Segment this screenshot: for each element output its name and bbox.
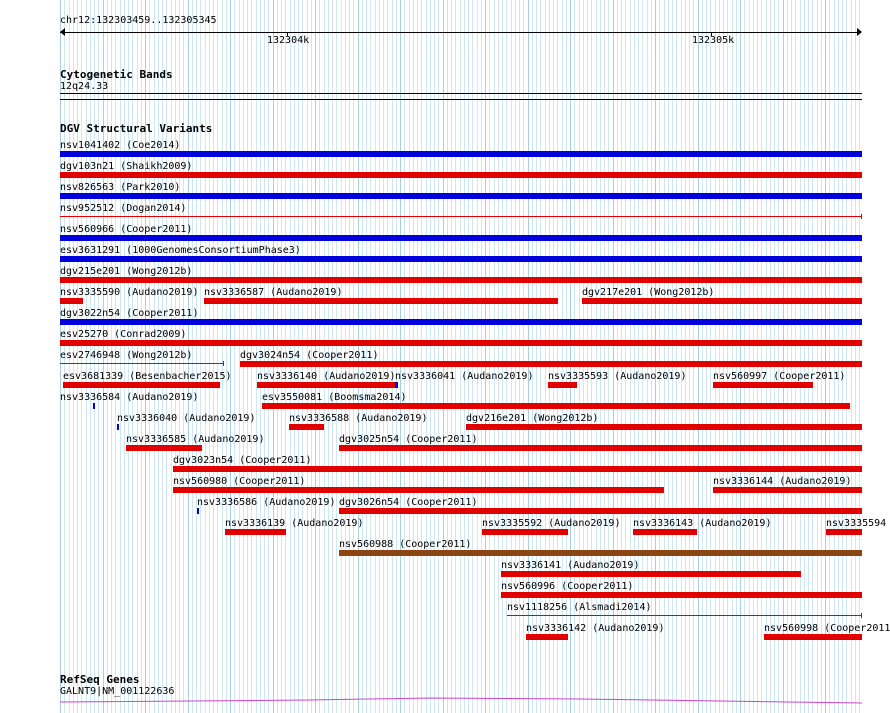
gridline: [693, 0, 694, 713]
gridline: [404, 0, 405, 713]
dgv-feature-bar[interactable]: [289, 424, 324, 430]
gridline: [472, 0, 473, 713]
dgv-feature-bar[interactable]: [60, 172, 862, 178]
dgv-feature-bar[interactable]: [197, 508, 199, 514]
gridline: [715, 0, 716, 713]
dgv-feature-endcap: [223, 361, 224, 366]
dgv-feature-bar[interactable]: [501, 592, 862, 598]
dgv-feature-bar[interactable]: [507, 615, 862, 616]
gridline: [791, 0, 792, 713]
dgv-feature-label[interactable]: nsv3335594: [826, 518, 887, 529]
gridline: [702, 0, 703, 713]
gridline: [434, 0, 435, 713]
dgv-feature-label[interactable]: dgv217e201 (Wong2012b): [582, 287, 715, 298]
gridline: [421, 0, 422, 713]
dgv-feature-bar[interactable]: [60, 235, 862, 241]
dgv-feature-label[interactable]: esv25270 (Conrad2009): [60, 329, 187, 340]
dgv-feature-label[interactable]: nsv3336040 (Audano2019): [117, 413, 256, 424]
gridline: [757, 0, 758, 713]
gridline: [451, 0, 452, 713]
dgv-feature-label[interactable]: nsv826563 (Park2010): [60, 182, 181, 193]
dgv-feature-label[interactable]: esv2746948 (Wong2012b): [60, 350, 193, 361]
gridline: [727, 0, 728, 713]
gridline: [859, 0, 860, 713]
gridline: [685, 0, 686, 713]
ruler-location: chr12:132303459..132305345: [60, 15, 217, 26]
gridline: [209, 0, 210, 713]
gridline: [489, 0, 490, 713]
dgv-feature-label[interactable]: dgv216e201 (Wong2012b): [466, 413, 599, 424]
dgv-feature-label[interactable]: dgv3025n54 (Cooper2011): [339, 434, 478, 445]
gridline: [468, 0, 469, 713]
dgv-feature-bar[interactable]: [262, 403, 850, 409]
gridline: [795, 0, 796, 713]
gridline: [226, 0, 227, 713]
dgv-feature-label[interactable]: nsv3336041 (Audano2019): [395, 371, 534, 382]
gridline: [400, 0, 401, 713]
gridline: [672, 0, 673, 713]
gridline: [447, 0, 448, 713]
gridline: [740, 0, 741, 713]
dgv-feature-label[interactable]: nsv3336584 (Audano2019): [60, 392, 199, 403]
gridline: [676, 0, 677, 713]
dgv-feature-bar[interactable]: [339, 550, 862, 556]
gene-model[interactable]: [60, 694, 862, 706]
dgv-feature-bar[interactable]: [764, 634, 862, 640]
ruler-tick-label: 132305k: [692, 35, 735, 46]
gridline: [455, 0, 456, 713]
dgv-feature-bar[interactable]: [117, 424, 119, 430]
gridline: [800, 0, 801, 713]
dgv-feature-label[interactable]: dgv3026n54 (Cooper2011): [339, 497, 478, 508]
ruler-tick-label: 132304k: [267, 35, 310, 46]
dgv-feature-bar[interactable]: [466, 424, 862, 430]
gridline: [817, 0, 818, 713]
gridline: [234, 0, 235, 713]
dgv-feature-bar[interactable]: [204, 298, 558, 304]
gridline: [222, 0, 223, 713]
ruler-left-arrow-icon: [60, 28, 65, 36]
gridline: [430, 0, 431, 713]
gridline: [834, 0, 835, 713]
dgv-feature-bar[interactable]: [713, 382, 813, 388]
dgv-feature-label[interactable]: nsv3336139 (Audano2019): [225, 518, 364, 529]
dgv-feature-label[interactable]: dgv3023n54 (Cooper2011): [173, 455, 312, 466]
dgv-feature-label[interactable]: nsv1041402 (Coe2014): [60, 140, 181, 151]
gridline: [383, 0, 384, 713]
cytoband-label: 12q24.33: [60, 81, 109, 92]
gridline: [464, 0, 465, 713]
gridline: [846, 0, 847, 713]
dgv-feature-bar[interactable]: [60, 151, 862, 157]
gridline: [438, 0, 439, 713]
gridline: [698, 0, 699, 713]
track-title-dgv-structural-variants[interactable]: DGV Structural Variants: [60, 122, 213, 135]
gridline: [417, 0, 418, 713]
gridline: [498, 0, 499, 713]
gridline: [744, 0, 745, 713]
dgv-feature-bar[interactable]: [60, 319, 862, 325]
dgv-feature-bar[interactable]: [126, 445, 202, 451]
gridline: [706, 0, 707, 713]
dgv-feature-label[interactable]: nsv560996 (Cooper2011): [501, 581, 634, 592]
dgv-feature-label[interactable]: nsv560998 (Cooper2011: [764, 623, 890, 634]
gridline: [838, 0, 839, 713]
gridline: [855, 0, 856, 713]
gridline: [443, 0, 444, 713]
gridline: [812, 0, 813, 713]
track-title-refseq-genes[interactable]: RefSeq Genes: [60, 673, 140, 686]
dgv-feature-label[interactable]: nsv3335590 (Audano2019): [60, 287, 199, 298]
track-separator: [60, 99, 862, 100]
gridline: [413, 0, 414, 713]
gridline: [787, 0, 788, 713]
dgv-feature-label[interactable]: dgv103n21 (Shaikh2009): [60, 161, 193, 172]
dgv-feature-bar[interactable]: [60, 216, 862, 217]
gridline: [659, 0, 660, 713]
gridline: [230, 0, 231, 713]
dgv-feature-bar[interactable]: [633, 529, 697, 535]
dgv-feature-label[interactable]: nsv3336588 (Audano2019): [289, 413, 428, 424]
gridline: [213, 0, 214, 713]
ruler-line: [60, 32, 861, 33]
dgv-feature-label[interactable]: nsv3336140 (Audano2019): [257, 371, 396, 382]
gridline: [774, 0, 775, 713]
gridline: [392, 0, 393, 713]
gridline: [710, 0, 711, 713]
gridline: [681, 0, 682, 713]
dgv-feature-bar[interactable]: [482, 529, 568, 535]
dgv-feature-bar[interactable]: [60, 256, 862, 262]
gridline: [502, 0, 503, 713]
dgv-feature-label[interactable]: nsv3336144 (Audano2019): [713, 476, 852, 487]
dgv-feature-label[interactable]: nsv952512 (Dogan2014): [60, 203, 187, 214]
dgv-feature-bar[interactable]: [339, 445, 862, 451]
gridline: [655, 0, 656, 713]
gridline: [825, 0, 826, 713]
dgv-feature-label[interactable]: nsv3335592 (Audano2019): [482, 518, 621, 529]
dgv-feature-bar[interactable]: [60, 298, 83, 304]
gridline: [736, 0, 737, 713]
dgv-feature-label[interactable]: dgv215e201 (Wong2012b): [60, 266, 193, 277]
gridline: [808, 0, 809, 713]
dgv-feature-label[interactable]: nsv3336143 (Audano2019): [633, 518, 772, 529]
gridline: [494, 0, 495, 713]
dgv-feature-bar[interactable]: [826, 529, 862, 535]
dgv-feature-bar[interactable]: [60, 363, 224, 364]
gridline: [668, 0, 669, 713]
gridline: [485, 0, 486, 713]
gridline: [689, 0, 690, 713]
gridline: [387, 0, 388, 713]
dgv-feature-bar[interactable]: [339, 508, 862, 514]
gene-intron-line: [60, 698, 862, 703]
dgv-feature-bar[interactable]: [526, 634, 568, 640]
cytoband-bar[interactable]: [60, 93, 862, 94]
gridline: [217, 0, 218, 713]
gridline: [460, 0, 461, 713]
gridline: [761, 0, 762, 713]
dgv-feature-bar[interactable]: [225, 529, 286, 535]
dgv-feature-bar[interactable]: [240, 361, 862, 367]
gridline: [732, 0, 733, 713]
dgv-feature-endcap: [861, 214, 862, 219]
gridline: [664, 0, 665, 713]
gridline: [379, 0, 380, 713]
dgv-feature-label[interactable]: dgv3024n54 (Cooper2011): [240, 350, 379, 361]
dgv-feature-label[interactable]: nsv3336587 (Audano2019): [204, 287, 343, 298]
dgv-feature-label[interactable]: nsv3336586 (Audano2019): [197, 497, 336, 508]
gridline: [821, 0, 822, 713]
dgv-feature-label[interactable]: nsv3336141 (Audano2019): [501, 560, 640, 571]
dgv-feature-bar[interactable]: [395, 382, 398, 388]
dgv-feature-bar[interactable]: [60, 277, 862, 283]
gene-label: GALNT9|NM_001122636: [60, 686, 175, 697]
gridline: [205, 0, 206, 713]
dgv-feature-endcap: [861, 613, 862, 618]
dgv-feature-bar[interactable]: [713, 487, 862, 493]
dgv-feature-label[interactable]: esv3631291 (1000GenomesConsortiumPhase3): [60, 245, 301, 256]
gridline: [196, 0, 197, 713]
dgv-feature-label[interactable]: nsv560997 (Cooper2011): [713, 371, 846, 382]
dgv-feature-bar[interactable]: [60, 340, 862, 346]
gridline: [770, 0, 771, 713]
dgv-feature-bar[interactable]: [60, 193, 862, 199]
gridline: [753, 0, 754, 713]
gridline: [783, 0, 784, 713]
gridline: [723, 0, 724, 713]
track-title-cytogenetic-bands[interactable]: Cytogenetic Bands: [60, 68, 173, 81]
gridline: [409, 0, 410, 713]
dgv-feature-label[interactable]: nsv1118256 (Alsmadi2014): [507, 602, 652, 613]
gridline: [804, 0, 805, 713]
ruler-right-arrow-icon: [857, 28, 862, 36]
dgv-feature-label[interactable]: dgv3022n54 (Cooper2011): [60, 308, 199, 319]
dgv-feature-bar[interactable]: [582, 298, 862, 304]
dgv-feature-bar[interactable]: [257, 382, 395, 388]
dgv-feature-label[interactable]: esv3681339 (Besenbacher2015): [63, 371, 232, 382]
dgv-feature-label[interactable]: esv3550081 (Boomsma2014): [262, 392, 407, 403]
dgv-feature-label[interactable]: nsv560980 (Cooper2011): [173, 476, 306, 487]
gridline: [842, 0, 843, 713]
dgv-feature-label[interactable]: nsv3336142 (Audano2019): [526, 623, 665, 634]
gridline: [426, 0, 427, 713]
dgv-feature-bar[interactable]: [173, 466, 862, 472]
gridline: [851, 0, 852, 713]
dgv-feature-bar[interactable]: [501, 571, 801, 577]
gridline: [200, 0, 201, 713]
gridline: [766, 0, 767, 713]
dgv-feature-label[interactable]: nsv560966 (Cooper2011): [60, 224, 193, 235]
dgv-feature-bar[interactable]: [548, 382, 577, 388]
dgv-feature-label[interactable]: nsv560988 (Cooper2011): [339, 539, 472, 550]
gridline: [829, 0, 830, 713]
dgv-feature-bar[interactable]: [173, 487, 664, 493]
gridline: [481, 0, 482, 713]
dgv-feature-bar[interactable]: [93, 403, 95, 409]
gridline: [719, 0, 720, 713]
gridline: [778, 0, 779, 713]
dgv-feature-bar[interactable]: [63, 382, 220, 388]
gridline: [749, 0, 750, 713]
gridline: [396, 0, 397, 713]
dgv-feature-label[interactable]: nsv3335593 (Audano2019): [548, 371, 687, 382]
dgv-feature-label[interactable]: nsv3336585 (Audano2019): [126, 434, 265, 445]
gridline: [477, 0, 478, 713]
